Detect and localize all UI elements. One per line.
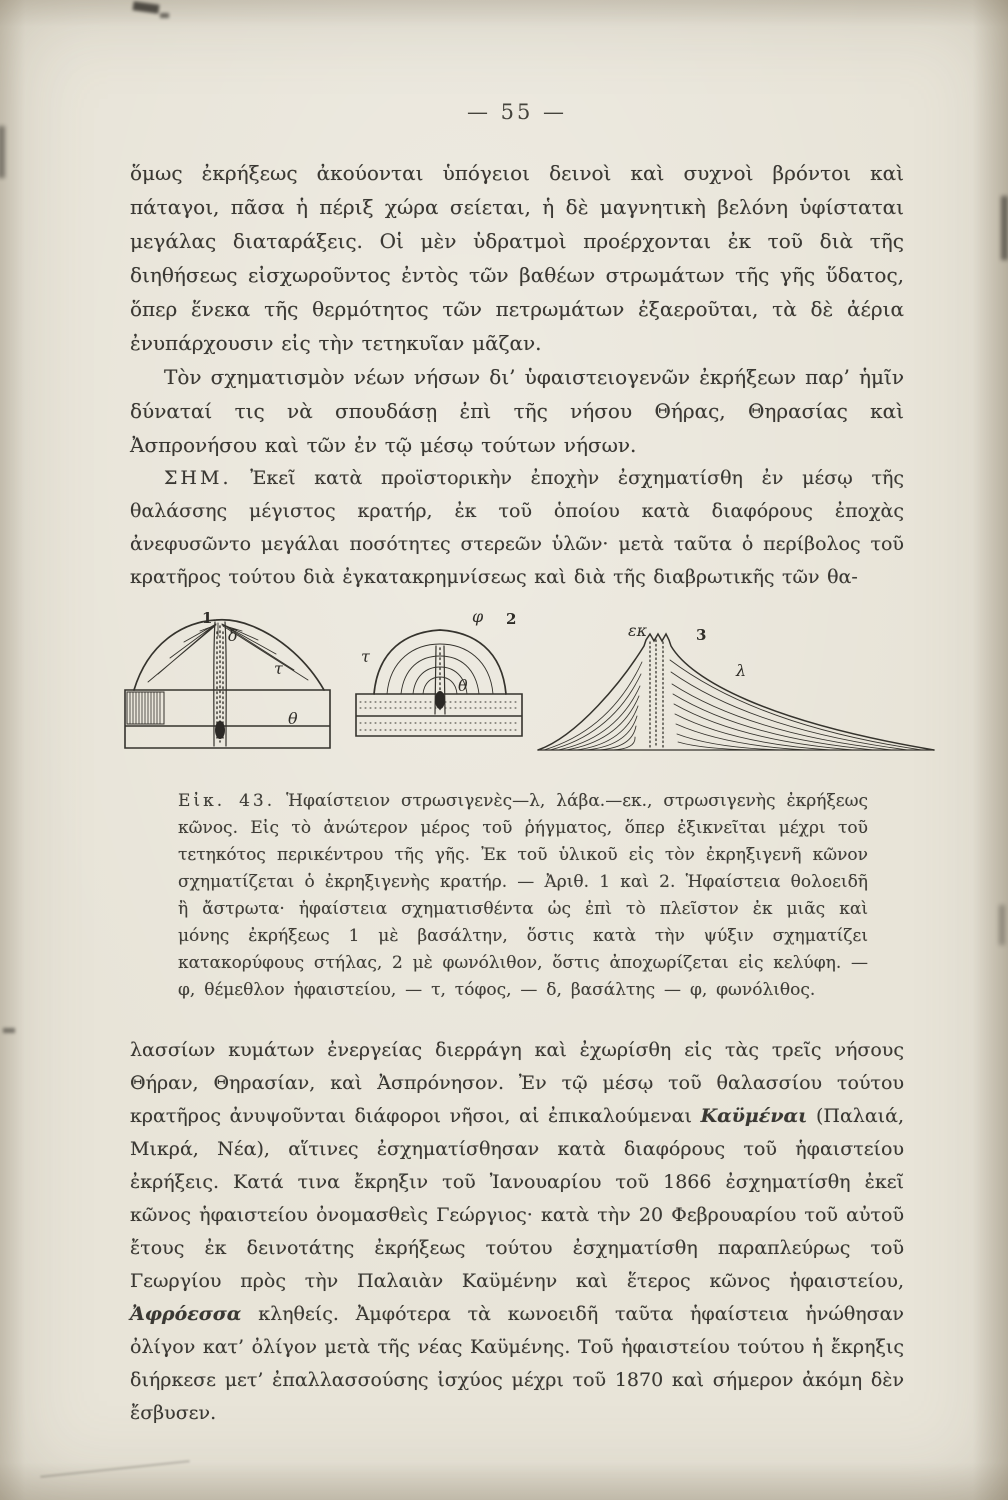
volcano-name-afroessa: Ἀφρόεσσα — [130, 1303, 242, 1325]
figure-caption — [178, 788, 868, 1004]
scan-stain — [999, 905, 1005, 945]
note-text: Ἐκεῖ κατὰ προϊστορικὴν ἐποχὴν ἐσχηματίσθη ἐν μέσῳ τῆς θαλάσσης μέγιστος κρατήρ, ἐκ τοῦ ὁποίου κατὰ διαφόρους ἐποχὰς ἀνεφυσῶντο μεγάλαι ποσότητες στερεῶν ὑλῶν· μετὰ ταῦτα ὁ περίβολος τοῦ κρατῆρος τούτου διὰ ἐγκατακρημνίσεως καὶ διὰ τῆς διαβρωτικῆς τῶν θα- — [130, 467, 904, 588]
figure-label-lambda: λ — [736, 661, 747, 680]
note-text-part: (Παλαιά, Μικρά, Νέα), αἵτινες ἐσχηματίσθησαν κατὰ διαφόρους τοῦ ἡφαιστείου ἐκρήξεις. Κατά τινα ἔκρηξιν τοῦ Ἰανουαρίου τοῦ 1866 ἐσχηματίσθη ἐκεῖ κῶνος ἡφαιστείου ὀνομασθεὶς Γεώργιος· κατὰ τὴν 20 Φεβρουαρίου τοῦ αὐτοῦ ἔτους ἐκ δεινοτάτης ἐκρήξεως τούτου ἐσχηματίσθη παραπλεύρως τοῦ Γεωργίου πρὸς τὴν Παλαιὰν Καϋμένην καὶ ἕτερος κῶνος ἡφαιστείου, — [130, 1105, 904, 1292]
note-paragraph-2 — [130, 1034, 904, 1430]
figure-label-theta-1: θ — [288, 709, 298, 728]
note-label: ΣΗΜ. — [164, 467, 232, 489]
figure-label-tau-1: τ — [274, 659, 283, 678]
vent-plug-2 — [435, 691, 445, 709]
page-number: — 55 — — [466, 100, 568, 124]
figure-label-theta-2: θ — [458, 676, 468, 695]
figure-caption-text: Ἡφαίστειον στρωσιγενὲς—λ, λάβα.—εκ., στρωσιγενὴς ἐκρήξεως κῶνος. Εἰς τὸ ἀνώτερον μέρος τοῦ ῥήγματος, ὅπερ ἐξικνεῖται μέχρι τοῦ τετηκότος περικέντρου τῆς γῆς. Ἐκ τοῦ ὑλικοῦ εἰς τὸν ἐκρηξιγενῆ κῶνον σχηματίζεται ὁ ἐκρηξιγενὴς κρατήρ. — Ἀριθ. 1 καὶ 2. Ἡφαίστεια θολοειδῆ ἢ ἄστρωτα· ἡφαίστεια σχηματισθέντα ὡς ἐπὶ τὸ πλεῖστον ἐκ μιᾶς καὶ μόνης ἐκρήξεως 1 μὲ βασάλτην, ὅστις κατὰ τὴν ψύξιν σχηματίζει κατακορύφους στήλας, 2 μὲ φωνόλιθον, ὅστις ἀποχωρίζεται εἰς κελύφη. — φ, θέμεθλον ἡφαιστείου, — τ, τόφος, — δ, βασάλτης — φ, φωνόλιθος. — [178, 791, 868, 1000]
note-paragraph-1 — [130, 462, 904, 594]
figure-43-illustration — [118, 610, 943, 760]
figure-label-2: 2 — [506, 610, 517, 628]
island-name-kaumenai: Καϋμέναι — [700, 1105, 808, 1127]
figure-label-delta: δ — [228, 626, 238, 645]
figure-caption-lead: Εἰκ. 43. — [178, 791, 276, 811]
note-text-part: λασσίων κυμάτων ἐνεργείας διερράγη καὶ ἐχωρίσθη εἰς τὰς τρεῖς νήσους Θήραν, Θηρασίαν, καὶ Ἀσπρόνησον. Ἐν τῷ μέσῳ τοῦ θαλασσίου τούτου κρατῆρος ἀνυψοῦνται διάφοροι νῆσοι, αἱ ἐπικαλούμεναι — [130, 1039, 904, 1127]
figure-label-phi: φ — [472, 610, 484, 626]
figure-label-tau-2: τ — [361, 647, 370, 666]
volcano-diagram-3 — [538, 621, 934, 750]
volcano-diagram-1 — [125, 610, 330, 748]
vent-plug-1 — [215, 721, 225, 739]
scan-stain — [0, 126, 5, 178]
figure-43 — [118, 610, 904, 764]
body-paragraph-2: Τὸν σχηματισμὸν νέων νήσων δι’ ὑφαιστειογενῶν ἐκρήξεων παρ’ ἡμῖν δύναταί τις νὰ σπουδάσῃ ἐπὶ τῆς νήσου Θήρας, Θηρασίας καὶ Ἀσπρονήσου καὶ τῶν ἐν τῷ μέσῳ τούτων νήσων. — [130, 365, 904, 457]
note-text-part: κληθείς. Ἀμφότερα τὰ κωνοειδῆ ταῦτα ἡφαίστεια ἡνώθησαν ὀλίγον κατ’ ὀλίγον μετὰ τῆς νέας Καϋμένης. Τοῦ ἡφαιστείου τούτου ἡ ἔκρηξις διήρκεσε μετ’ ἐπαλλασσούσης ἰσχύος μέχρι τοῦ 1870 καὶ σήμερον ἀκόμη δὲν ἔσβυσεν. — [130, 1303, 905, 1424]
scan-stain — [3, 1028, 15, 1033]
body-paragraph-1: ὅμως ἐκρήξεως ἀκούονται ὑπόγειοι δεινοὶ καὶ συχνοὶ βρόντοι καὶ πάταγοι, πᾶσα ἡ πέριξ χώρα σείεται, ἡ δὲ μαγνητικὴ βελόνη ὑφίσταται μεγάλας διαταράξεις. Οἱ μὲν ὑδρατμοὶ προέρχονται ἐκ τοῦ διὰ τῆς διηθήσεως εἰσχωροῦντος ἐντὸς τῶν βαθέων στρωμάτων τῆς γῆς ὕδατος, ὅπερ ἕνεκα τῆς θερμότητος τῶν πετρωμάτων ἐξαεροῦται, τὰ δὲ ἀέρια ἐνυπάρχουσιν εἰς τὴν τετηκυῖαν μᾶζαν. — [130, 161, 904, 355]
figure-label-1: 1 — [202, 610, 213, 627]
figure-label-ek: εκ — [628, 621, 648, 640]
scan-stain — [40, 1460, 189, 1478]
figure-label-3: 3 — [696, 626, 707, 644]
scan-stain — [1001, 196, 1008, 260]
volcano-diagram-2 — [356, 610, 522, 736]
scan-stain — [160, 13, 169, 18]
